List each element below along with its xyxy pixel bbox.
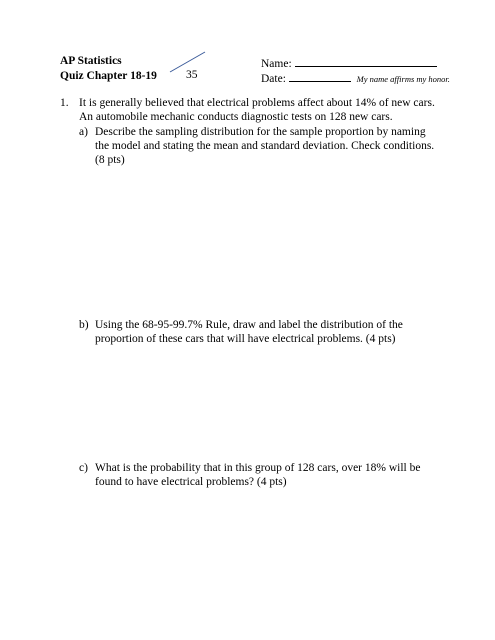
name-field[interactable]: [295, 55, 437, 67]
date-label: Date:: [261, 73, 286, 85]
name-row: [261, 55, 450, 70]
part-label: c): [79, 462, 88, 474]
honor-pledge: My name affirms my honor.: [356, 74, 450, 84]
date-row: [261, 70, 450, 85]
name-label: Name:: [261, 58, 292, 70]
part-text: Describe the sampling distribution for the sample proportion by naming the model and stating the mean and standard deviation. Check conditions. (8 pts): [95, 126, 435, 166]
question-number: 1.: [60, 97, 69, 109]
date-field[interactable]: [289, 70, 351, 82]
part-text: What is the probability that in this group of 128 cars, over 18% will be found to have electrical problems? (4 pts): [95, 462, 421, 488]
question-1: [60, 96, 440, 124]
course-title: AP Statistics: [60, 55, 122, 67]
question-part-b: [60, 318, 440, 346]
question-part-a: [60, 125, 440, 167]
part-label: b): [79, 319, 89, 331]
quiz-header-left: [60, 54, 157, 84]
question-part-c: [60, 461, 440, 489]
quiz-header-right: [261, 55, 450, 85]
part-text: Using the 68-95-99.7% Rule, draw and label the distribution of the proportion of these cars that will have electrical problems. (4 pts): [95, 319, 403, 345]
quiz-title: Quiz Chapter 18-19: [60, 70, 157, 82]
score-total: 35: [186, 69, 198, 81]
part-label: a): [79, 126, 88, 138]
question-text: It is generally believed that electrical problems affect about 14% of new cars. An automobile mechanic conducts diagnostic tests on 128 new cars.: [79, 97, 435, 123]
